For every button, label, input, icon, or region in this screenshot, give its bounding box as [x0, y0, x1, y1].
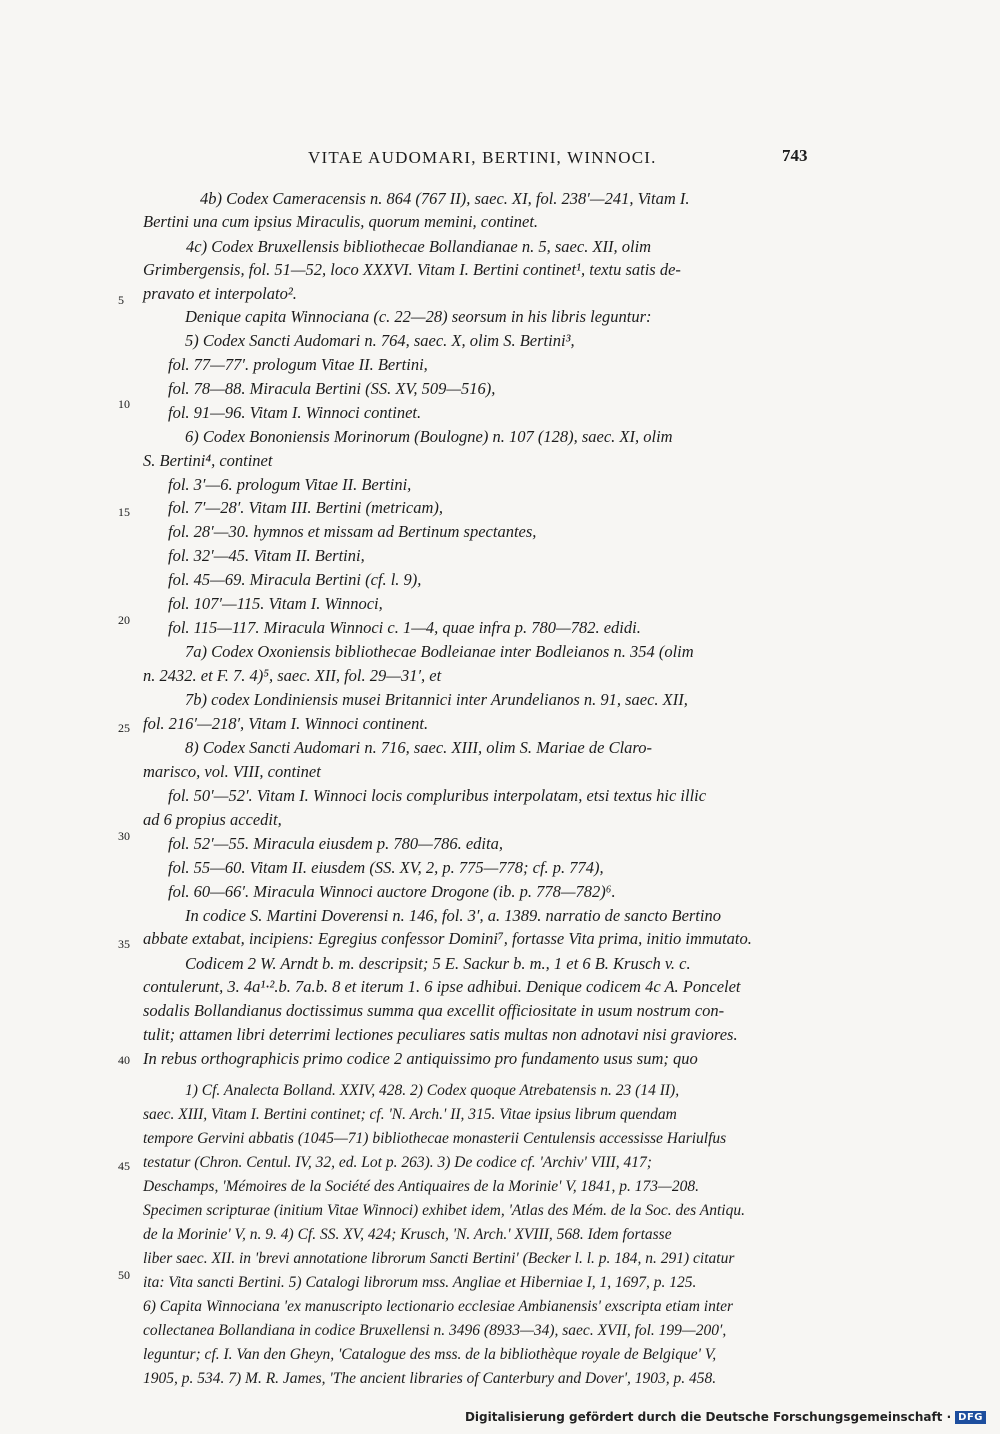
dfg-logo: DFG — [955, 1411, 986, 1424]
text-line: 8) Codex Sancti Audomari n. 716, saec. XIII, olim S. Mariae de Claro- — [185, 738, 652, 757]
text-line: sodalis Bollandianus doctissimus summa qua excellit officiositate in usum nostrum con- — [143, 1001, 725, 1020]
footnote-line: de la Morinie' V, n. 9. 4) Cf. SS. XV, 424; Krusch, 'N. Arch.' XVIII, 568. Idem fortasse — [143, 1226, 672, 1243]
text-line: Denique capita Winnociana (c. 22—28) seorsum in his libris leguntur: — [185, 307, 652, 326]
line-number: 5 — [118, 293, 124, 307]
text-line: fol. 60—66′. Miracula Winnoci auctore Drogone (ib. p. 778—782)⁶. — [168, 882, 616, 901]
credit-text: Digitalisierung gefördert durch die Deutsche Forschungsgemeinschaft · — [464, 1410, 952, 1424]
line-number: 45 — [118, 1159, 130, 1173]
text-line: marisco, vol. VIII, continet — [143, 762, 321, 781]
text-line: ad 6 propius accedit, — [143, 810, 282, 829]
text-line: abbate extabat, incipiens: Egregius confessor Domini⁷, fortasse Vita prima, initio immutato. — [143, 929, 752, 948]
text-line: fol. 55—60. Vitam II. eiusdem (SS. XV, 2, p. 775—778; cf. p. 774), — [168, 858, 604, 877]
text-line: Grimbergensis, fol. 51—52, loco XXXVI. Vitam I. Bertini continet¹, textu satis de- — [143, 260, 681, 279]
text-line: S. Bertini⁴, continet — [143, 451, 273, 470]
text-line: tulit; attamen libri deterrimi lectiones peculiares satis multas non adnotavi nisi graviores. — [143, 1025, 738, 1044]
running-title: VITAE AUDOMARI, BERTINI, WINNOCI. — [308, 148, 657, 167]
line-number: 15 — [118, 505, 130, 519]
footnote-line: 6) Capita Winnociana 'ex manuscripto lectionario ecclesiae Ambianensis' exscripta etiam inter — [143, 1298, 734, 1315]
text-line: 7a) Codex Oxoniensis bibliothecae Bodleianae inter Bodleianos n. 354 (olim — [185, 642, 694, 661]
text-line: fol. 7′—28′. Vitam III. Bertini (metricam), — [168, 498, 443, 517]
text-line: 4c) Codex Bruxellensis bibliothecae Bollandianae n. 5, saec. XII, olim — [186, 237, 652, 256]
text-line: fol. 77—77′. prologum Vitae II. Bertini, — [168, 355, 428, 374]
text-line: 6) Codex Bononiensis Morinorum (Boulogne) n. 107 (128), saec. XI, olim — [185, 427, 673, 446]
footnote-line: leguntur; cf. I. Van den Gheyn, 'Catalogue des mss. de la bibliothèque royale de Belgique' V, — [143, 1346, 717, 1363]
text-line: pravato et interpolato². — [143, 284, 297, 303]
text-line: fol. 107′—115. Vitam I. Winnoci, — [168, 594, 383, 613]
text-line: 4b) Codex Cameracensis n. 864 (767 II), saec. XI, fol. 238′—241, Vitam I. — [200, 189, 690, 208]
text-line: fol. 78—88. Miracula Bertini (SS. XV, 509—516), — [168, 379, 496, 398]
line-number: 50 — [118, 1268, 130, 1282]
line-number: 30 — [118, 829, 130, 843]
line-number: 40 — [118, 1053, 130, 1067]
text-line: fol. 115—117. Miracula Winnoci c. 1—4, quae infra p. 780—782. edidi. — [168, 618, 641, 637]
footnote-line: testatur (Chron. Centul. IV, 32, ed. Lot p. 263). 3) De codice cf. 'Archiv' VIII, 417; — [143, 1154, 652, 1171]
text-line: In rebus orthographicis primo codice 2 antiquissimo pro fundamento usus sum; quo — [143, 1049, 698, 1068]
digitization-credit — [465, 1410, 986, 1424]
footnote-line: Deschamps, 'Mémoires de la Société des Antiquaires de la Morinie' V, 1841, p. 173—208. — [143, 1178, 699, 1195]
footnote-line: saec. XIII, Vitam I. Bertini continet; cf. 'N. Arch.' II, 315. Vitae ipsius librum quendam — [143, 1106, 677, 1123]
text-line: fol. 3′—6. prologum Vitae II. Bertini, — [168, 475, 412, 494]
text-line: 5) Codex Sancti Audomari n. 764, saec. X, olim S. Bertini³, — [185, 331, 575, 350]
text-line: Bertini una cum ipsius Miraculis, quorum memini, continet. — [143, 212, 539, 231]
footnote-line: liber saec. XII. in 'brevi annotatione librorum Sancti Bertini' (Becker l. l. p. 184, n. 291) citatur — [143, 1250, 735, 1267]
text-line: n. 2432. et F. 7. 4)⁵, saec. XII, fol. 29—31′, et — [143, 666, 442, 685]
footnote-line: collectanea Bollandiana in codice Bruxellensi n. 3496 (8933—34), saec. XVII, fol. 199—200′, — [143, 1322, 727, 1339]
text-line: In codice S. Martini Doverensi n. 146, fol. 3′, a. 1389. narratio de sancto Bertino — [185, 906, 721, 925]
footnote-line: 1) Cf. Analecta Bolland. XXIV, 428. 2) Codex quoque Atrebatensis n. 23 (14 II), — [185, 1082, 680, 1099]
text-line: fol. 45—69. Miracula Bertini (cf. l. 9), — [168, 570, 422, 589]
line-number: 10 — [118, 397, 130, 411]
text-line: fol. 216′—218′, Vitam I. Winnoci continent. — [143, 714, 429, 733]
footnote-line: tempore Gervini abbatis (1045—71) bibliothecae monasterii Centulensis accessisse Hariulfus — [143, 1130, 727, 1147]
text-line: contulerunt, 3. 4a¹·².b. 7a.b. 8 et iterum 1. 6 ipse adhibui. Denique codicem 4c A. Poncelet — [143, 977, 741, 996]
text-line: Codicem 2 W. Arndt b. m. descripsit; 5 E. Sackur b. m., 1 et 6 B. Krusch v. c. — [185, 954, 691, 973]
text-line: fol. 91—96. Vitam I. Winnoci continet. — [168, 403, 422, 422]
line-number: 20 — [118, 613, 130, 627]
text-line: fol. 50′—52′. Vitam I. Winnoci locis compluribus interpolatam, etsi textus hic illic — [168, 786, 707, 805]
footnote-line: Specimen scripturae (initium Vitae Winnoci) exhibet idem, 'Atlas des Mém. de la Soc. des Antiqu. — [143, 1202, 745, 1219]
footnote-line: ita: Vita sancti Bertini. 5) Catalogi librorum mss. Angliae et Hiberniae I, 1, 1697, p. 125. — [143, 1274, 697, 1291]
text-line: fol. 52′—55. Miracula eiusdem p. 780—786. edita, — [168, 834, 503, 853]
line-number: 35 — [118, 937, 130, 951]
line-number: 25 — [118, 721, 130, 735]
text-line: fol. 28′—30. hymnos et missam ad Bertinum spectantes, — [168, 522, 537, 541]
footnote-line: 1905, p. 534. 7) M. R. James, 'The ancient libraries of Canterbury and Dover', 1903, p. 458. — [143, 1370, 717, 1387]
page-number: 743 — [782, 146, 808, 165]
text-line: 7b) codex Londiniensis musei Britannici inter Arundelianos n. 91, saec. XII, — [185, 690, 688, 709]
text-line: fol. 32′—45. Vitam II. Bertini, — [168, 546, 365, 565]
